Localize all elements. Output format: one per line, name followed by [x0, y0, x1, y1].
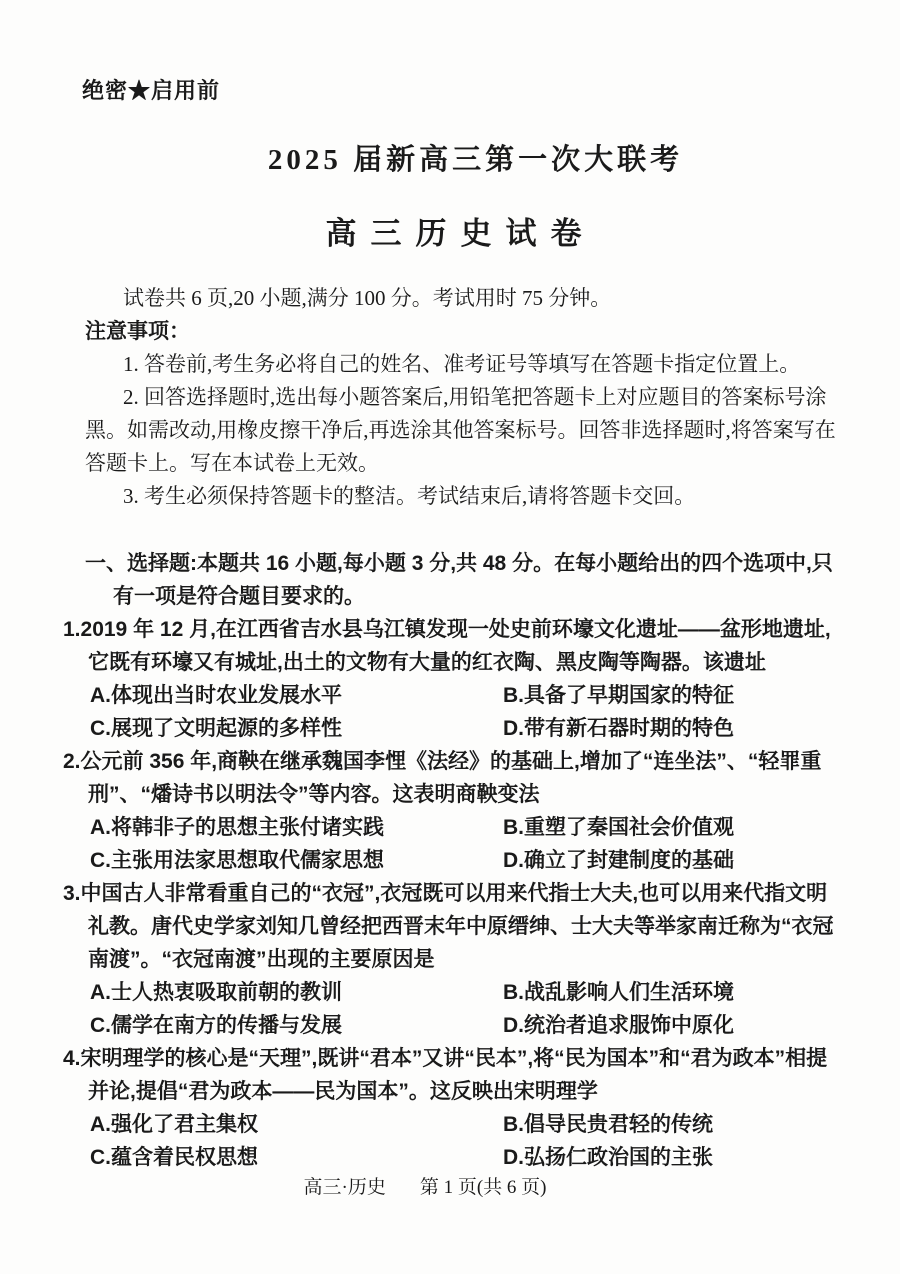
- question-3-option-c: C.儒学在南方的传播与发展: [90, 1014, 342, 1037]
- question-1-number: 1.: [63, 618, 81, 641]
- question-2-option-a: A.将韩非子的思想主张付诸实践: [90, 816, 384, 839]
- question-4-option-c: C.蕴含着民权思想: [90, 1146, 258, 1169]
- question-1-options: [90, 679, 848, 745]
- notice-item-2: 2. 回答选择题时,选出每小题答案后,用铅笔把答题卡上对应题目的答案标号涂黑。如需改动,用橡皮擦干净后,再选涂其他答案标号。回答非选择题时,将答案写在答题卡上。写在本试卷上无效。: [85, 385, 836, 475]
- question-1-option-c: C.展现了文明起源的多样性: [90, 717, 342, 740]
- question-4-stem: 4.宋明理学的核心是“天理”,既讲“君本”又讲“民本”,将“民为国本”和“君为政本”相提并论,提倡“君为政本——民为国本”。这反映出宋明理学: [63, 1047, 828, 1103]
- question-1-option-a: A.体现出当时农业发展水平: [90, 684, 342, 707]
- exam-title: 2025 届新高三第一次大联考: [267, 144, 684, 176]
- page-footer: [0, 1172, 875, 1199]
- question-1-option-b: B.具备了早期国家的特征: [503, 684, 734, 707]
- question-4: [63, 1042, 848, 1174]
- question-4-option-d: D.弘扬仁政治国的主张: [503, 1146, 713, 1169]
- question-1-stem: 1.2019 年 12 月,在江西省吉水县乌江镇发现一处史前环壕文化遗址——盆形地遗址,它既有环壕又有城址,出土的文物有大量的红衣陶、黑皮陶等陶器。该遗址: [63, 618, 831, 674]
- exam-info-line: 试卷共 6 页,20 小题,满分 100 分。考试用时 75 分钟。: [123, 286, 612, 310]
- footer-subject: 高三·历史: [303, 1177, 386, 1198]
- question-2-option-d: D.确立了封建制度的基础: [503, 849, 734, 872]
- question-3-option-a: A.士人热衷吸取前朝的教训: [90, 981, 342, 1004]
- question-2-number: 2.: [63, 750, 81, 773]
- question-2-option-c: C.主张用法家思想取代儒家思想: [90, 849, 384, 872]
- question-3-options: [90, 976, 848, 1042]
- question-1-option-d: D.带有新石器时期的特色: [503, 717, 734, 740]
- notice-item-3: 3. 考生必须保持答题卡的整洁。考试结束后,请将答题卡交回。: [123, 484, 696, 508]
- question-4-number: 4.: [63, 1047, 81, 1070]
- question-2-stem: 2.公元前 356 年,商鞅在继承魏国李悝《法经》的基础上,增加了“连坐法”、“轻罪重刑”、“燔诗书以明法令”等内容。这表明商鞅变法: [63, 750, 822, 806]
- question-2-option-b: B.重塑了秦国社会价值观: [503, 816, 734, 839]
- question-2-options: [90, 811, 848, 877]
- question-3-stem: 3.中国古人非常看重自己的“衣冠”,衣冠既可以用来代指士大夫,也可以用来代指文明礼教。唐代史学家刘知几曾经把西晋末年中原缙绅、士大夫等举家南迁称为“衣冠南渡”。“衣冠南渡”出现的主要原因是: [63, 882, 834, 971]
- question-3-number: 3.: [63, 882, 81, 905]
- notice-heading: 注意事项：: [85, 320, 190, 343]
- question-3-option-d: D.统治者追求服饰中原化: [503, 1014, 734, 1037]
- question-3-option-b: B.战乱影响人们生活环境: [503, 981, 734, 1004]
- question-4-options: [90, 1108, 848, 1174]
- question-4-option-a: A.强化了君主集权: [90, 1113, 258, 1136]
- notice-item-1: 1. 答卷前,考生务必将自己的姓名、准考证号等填写在答题卡指定位置上。: [123, 352, 801, 376]
- footer-page-number: 第 1 页(共 6 页): [419, 1177, 547, 1198]
- paper-title: 高三历史试卷: [325, 216, 596, 251]
- question-3: [63, 877, 848, 1042]
- question-4-option-b: B.倡导民贵君轻的传统: [503, 1113, 713, 1136]
- section-heading: 一、选择题:本题共 16 小题,每小题 3 分,共 48 分。在每小题给出的四个选项中,只有一项是符合题目要求的。: [85, 552, 833, 608]
- question-2: [63, 745, 848, 877]
- question-1: [63, 613, 848, 745]
- classification-label: 绝密★启用前: [82, 78, 221, 103]
